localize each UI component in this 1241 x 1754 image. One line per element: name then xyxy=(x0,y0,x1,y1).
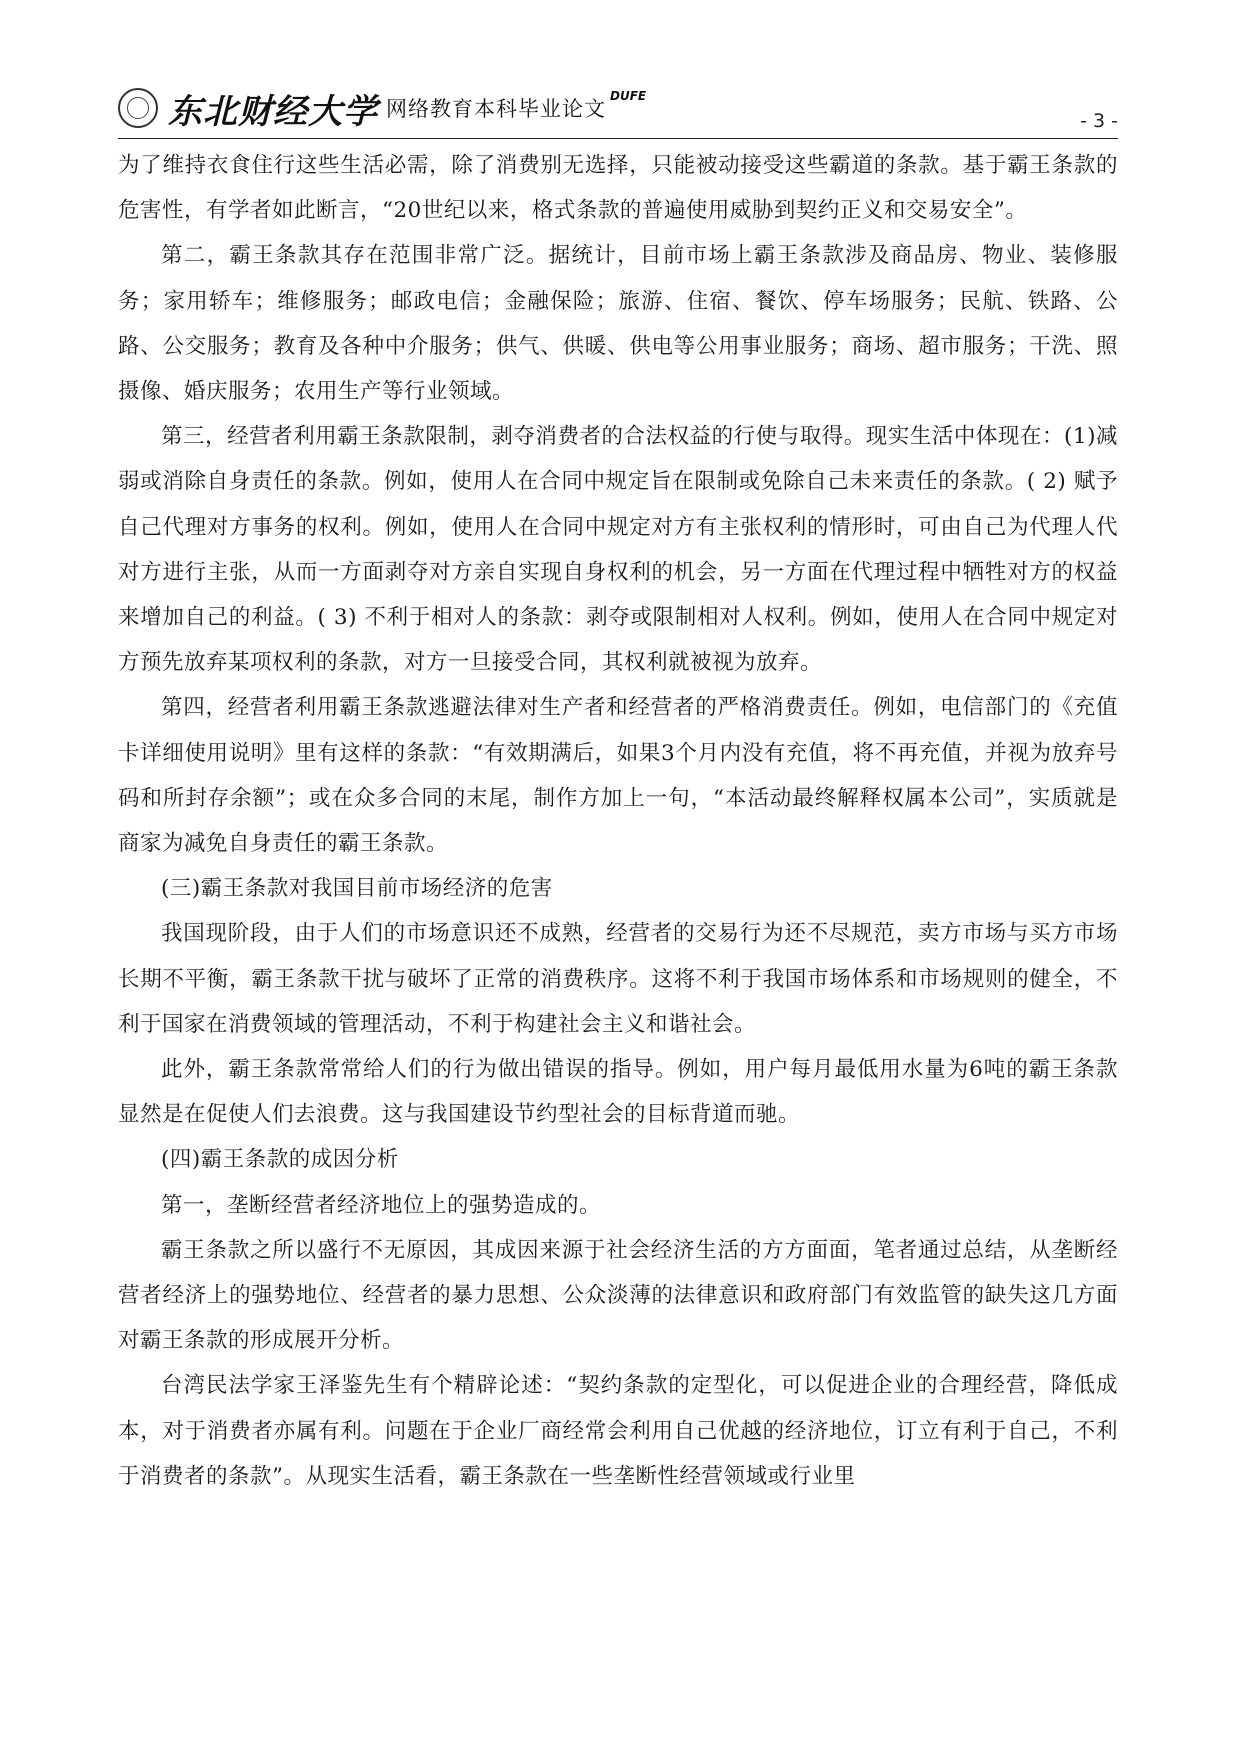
page-number: - 3 - xyxy=(1080,110,1118,132)
section-heading-3: (三)霸王条款对我国目前市场经济的危害 xyxy=(161,876,553,902)
dufe-logo-mark: DUFE xyxy=(610,89,647,103)
paragraph-1: 为了维持衣食住行这些生活必需，除了消费别无选择，只能被动接受这些霸道的条款。基于霸王条款的危害性，有学者如此断言，“20世纪以来，格式条款的普遍使用威胁到契约正义和交易安全”。 xyxy=(118,153,1118,224)
paragraph-10: 霸王条款之所以盛行不无原因，其成因来源于社会经济生活的方方面面，笔者通过总结，从垄断经营者经济上的强势地位、经营者的暴力思想、公众淡薄的法律意识和政府部门有效监管的缺失这几方面对霸王条款的形成展开分析。 xyxy=(118,1237,1118,1354)
header-logo xyxy=(118,84,646,132)
university-name: 东北财经大学 xyxy=(168,91,378,132)
document-body xyxy=(118,143,1118,1499)
paragraph-7: 此外，霸王条款常常给人们的行为做出错误的指导。例如，用户每月最低用水量为6吨的霸王条款显然是在促使人们去浪费。这与我国建设节约型社会的目标背道而驰。 xyxy=(118,1057,1118,1128)
paragraph-6: 我国现阶段，由于人们的市场意识还不成熟，经营者的交易行为还不尽规范，卖方市场与买方市场长期不平衡，霸王条款干扰与破坏了正常的消费秩序。这将不利于我国市场体系和市场规则的健全，不利于国家在消费领域的管理活动，不利于构建社会主义和谐社会。 xyxy=(118,921,1118,1037)
paragraph-2: 第二，霸王条款其存在范围非常广泛。据统计，目前市场上霸王条款涉及商品房、物业、装修服务；家用轿车；维修服务；邮政电信；金融保险；旅游、住宿、餐饮、停车场服务；民航、铁路、公路、公交服务；教育及各种中介服务；供气、供暖、供电等公用事业服务；商场、超市服务；干洗、照摄像、婚庆服务；农用生产等行业领域。 xyxy=(118,243,1118,405)
university-seal-icon xyxy=(118,88,158,128)
header-divider xyxy=(118,138,1118,139)
paragraph-11: 台湾民法学家王泽鉴先生有个精辟论述：“契约条款的定型化，可以促进企业的合理经营，降低成本，对于消费者亦属有利。问题在于企业厂商经常会利用自己优越的经济地位，订立有利于自己，不利于消费者的条款”。从现实生活看，霸王条款在一些垄断性经营领域或行业里 xyxy=(118,1373,1118,1489)
paragraph-4: 第四，经营者利用霸王条款逃避法律对生产者和经营者的严格消费责任。例如，电信部门的《充值卡详细使用说明》里有这样的条款：“有效期满后，如果3个月内没有充值，将不再充值，并视为放弃号码和所封存余额”；或在众多合同的末尾，制作方加上一句，“本活动最终解释权属本公司”，实质就是商家为减免自身责任的霸王条款。 xyxy=(118,695,1118,857)
paragraph-9: 第一，垄断经营者经济地位上的强势造成的。 xyxy=(161,1192,602,1218)
section-heading-4: (四)霸王条款的成因分析 xyxy=(161,1147,399,1173)
thesis-subtitle: 网络教育本科毕业论文 xyxy=(386,97,606,121)
paragraph-3: 第三，经营者利用霸王条款限制，剥夺消费者的合法权益的行使与取得。现实生活中体现在：(1)减弱或消除自身责任的条款。例如，使用人在合同中规定旨在限制或免除自己未来责任的条款。( 2) 赋予自己代理对方事务的权利。例如，使用人在合同中规定对方有主张权利的情形时，可由自己为代理人代对方进行主张，从而一方面剥夺对方亲自实现自身权利的机会，另一方面在代理过程中牺牲对方的权益来增加自己的利益。( 3) 不利于相对人的条款：剥夺或限制相对人权利。例如，使用人在合同中规定对方预先放弃某项权利的条款，对方一旦接受合同，其权利就被视为放弃。 xyxy=(118,424,1118,676)
page-header xyxy=(118,84,1118,140)
